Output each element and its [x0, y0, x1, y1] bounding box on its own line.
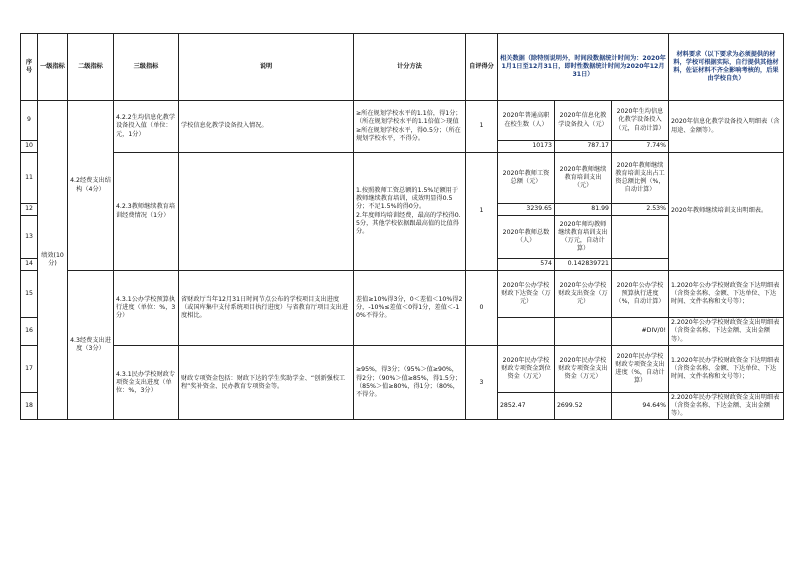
- data-label: 2020年民办学校财政专项资金到位资金（万元）: [498, 346, 555, 393]
- level1-cell: 绩效(10分): [38, 101, 68, 420]
- score-cell: 3: [466, 346, 498, 420]
- header-seq: 序号: [21, 34, 38, 101]
- row-number: 9: [21, 101, 38, 141]
- data-label: 2020年民办学校财政专项资金支出进度（%，自动计算）: [612, 346, 669, 393]
- data-label: 2020年信息化教学设备投入（元）: [555, 101, 612, 141]
- empty-cell: [498, 318, 555, 346]
- empty-cell: [612, 216, 669, 259]
- header-level2: 二级指标: [68, 34, 114, 101]
- method-cell: ≥所在规划学校水平的1.1倍，得1分；（所在规划学校水平的1.1倍值＞现值≥所在规划学校水平，得0.5分；（所在规划学校水平，不得分。: [354, 101, 466, 153]
- header-level3: 三级指标: [114, 34, 179, 101]
- materials-cell: 1.2020年民办学校财政资金下达明细表（含资金名称、金额、下达单位、下达时间、文件名称和文号等）；: [669, 346, 784, 393]
- row-number: 17: [21, 346, 38, 393]
- row-number: 18: [21, 393, 38, 420]
- data-value: 2699.52: [555, 393, 612, 420]
- data-label: 2020年公办学校财政支出资金（万元）: [555, 271, 612, 318]
- data-label: 2020年民办学校财政专项资金支出资金（万元）: [555, 346, 612, 393]
- materials-cell: 2.2020年民办学校财政资金支出明细表（含资金名称、下达金额、支出金额等）。: [669, 393, 784, 420]
- data-value: 81.99: [555, 204, 612, 216]
- row-number: 16: [21, 318, 38, 346]
- level3-cell: 4.2.2生均信息化教学设备投入值（单位：元，1分）: [114, 101, 179, 153]
- header-row: [21, 34, 784, 101]
- header-desc: 说明: [179, 34, 354, 101]
- data-value: 787.17: [555, 141, 612, 153]
- row-number: 15: [21, 271, 38, 318]
- data-label: 2020年普通高职在校生数（人）: [498, 101, 555, 141]
- desc-cell: [179, 153, 354, 271]
- row-number: 11: [21, 153, 38, 204]
- data-label: 2020年公办学校财政下达资金（万元）: [498, 271, 555, 318]
- data-label: 2020年教师总数（人）: [498, 216, 555, 259]
- table-row: [21, 271, 784, 318]
- table-row: [21, 346, 784, 393]
- data-label: 2020年教师继续教育培训支出（元）: [555, 153, 612, 204]
- data-value: 0.142839721: [555, 259, 612, 271]
- data-value: 2852.47: [498, 393, 555, 420]
- header-related-data: 相关数据（除特别说明外，时间段数据统计时间为：2020年1月1日至12月31日，即时性数据统计时间为2020年12月31日）: [498, 34, 669, 101]
- row-number: 10: [21, 141, 38, 153]
- header-materials: 材料要求（以下要求为必须提供的材料，学校可根据实际，自行提供其他材料，佐证材料不齐全影响考核的，后果由学校自负）: [669, 34, 784, 101]
- header-self-score: 自评得分: [466, 34, 498, 101]
- data-value: #DIV/0!: [612, 318, 669, 346]
- data-value: 2.53%: [612, 204, 669, 216]
- data-label: 2020年生均信息化教学设备投入（元，自动计算）: [612, 101, 669, 141]
- method-cell: 1.按照教师工资总额的1.5%足额用于教师继续教育培训，成效明显得0.5分；不足1.5%的得0分。 2.年度师均培训经费，最高的学校得0.5分，其他学校依据跟最高值的比值得分。: [354, 153, 466, 271]
- desc-cell: 学校信息化教学设备投入情况。: [179, 101, 354, 153]
- materials-cell: 2.2020年公办学校财政资金支出明细表（含资金名称、下达金额、支出金额等）。: [669, 318, 784, 346]
- materials-cell: 2020年教师继续培训支出明细表。: [669, 153, 784, 271]
- desc-cell: 省财政厅当年12月31日时间节点公布的学校项目支出进度（或国库集中支付系统项目执行进度）与省教育厅项目支出进度相比。: [179, 271, 354, 346]
- table-row: [21, 153, 784, 204]
- header-level1: 一级指标: [38, 34, 68, 101]
- empty-cell: [555, 318, 612, 346]
- header-method: 计分方法: [354, 34, 466, 101]
- desc-cell: 财政专项资金包括：财政下达的学生奖助学金、“创新强校工程”奖补资金、民办教育专项资金等。: [179, 346, 354, 420]
- row-number: 12: [21, 204, 38, 216]
- row-number: 13: [21, 216, 38, 259]
- data-value: 10173: [498, 141, 555, 153]
- table-row: [21, 101, 784, 141]
- data-label: 2020年教师工资总额（元）: [498, 153, 555, 204]
- level3-cell: 4.3.1公办学校预算执行进度（单位：%，3分）: [114, 271, 179, 346]
- row-number: 14: [21, 259, 38, 271]
- method-cell: ≥95%，得3分；（95%＞值≥90%，得2分；（90%＞值≥85%，得1.5分；（85%＞值≥80%，得1分；（80%，不得分。: [354, 346, 466, 420]
- data-label: 2020年公办学校预算执行进度（%，自动计算）: [612, 271, 669, 318]
- data-value: 94.64%: [612, 393, 669, 420]
- data-label: 2020年教师继续教育培训支出占工资总额比例（%，自动计算）: [612, 153, 669, 204]
- data-label: 2020年师均教师继续教育培训支出（万元，自动计算）: [555, 216, 612, 259]
- empty-cell: [612, 259, 669, 271]
- indicator-table: [20, 33, 784, 420]
- data-value: 574: [498, 259, 555, 271]
- method-cell: 差值≥10%得3分，0＜差值＜10%得2分，-10%≤差值＜0得1分，差值＜-10%不得分。: [354, 271, 466, 346]
- level2-cell-b: 4.3经费支出进度（3分）: [68, 271, 114, 420]
- data-value: 3239.65: [498, 204, 555, 216]
- materials-cell: 2020年信息化教学设备投入明细表（含用途、金额等）。: [669, 101, 784, 153]
- score-cell: 1: [466, 101, 498, 153]
- score-cell: 0: [466, 271, 498, 346]
- level3-cell: 4.3.1民办学校财政专项资金支出进度（单位：%，3分）: [114, 346, 179, 420]
- level3-cell: 4.2.3教师继续教育培训经费情况（1分）: [114, 153, 179, 271]
- data-value: 7.74%: [612, 141, 669, 153]
- level2-cell-a: 4.2经费支出结构（4分）: [68, 101, 114, 271]
- materials-cell: 1.2020年公办学校财政资金下达明细表（含资金名称、金额、下达单位、下达时间、文件名称和文号等）；: [669, 271, 784, 318]
- score-cell: 1: [466, 153, 498, 271]
